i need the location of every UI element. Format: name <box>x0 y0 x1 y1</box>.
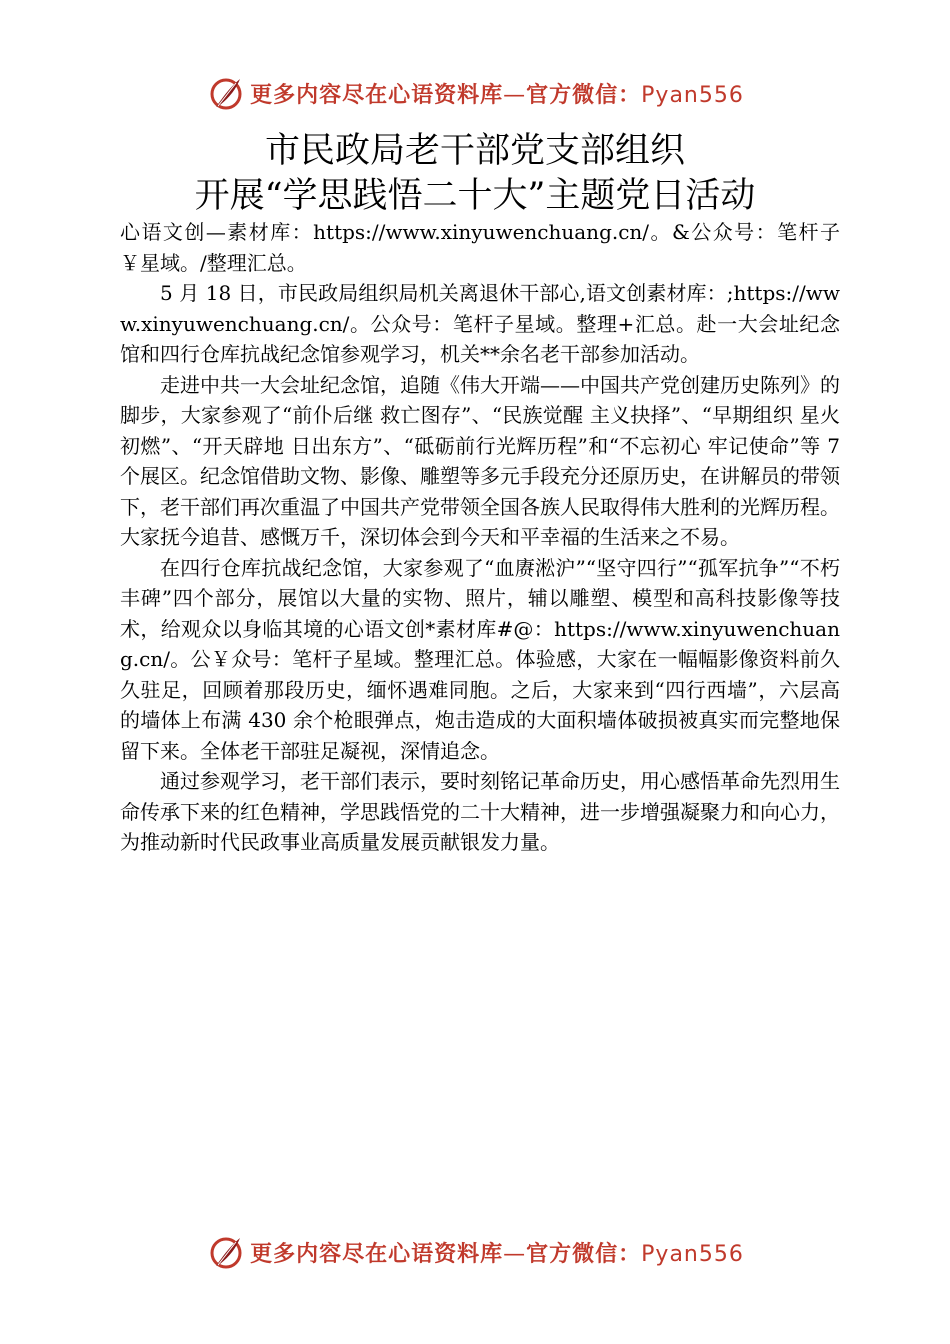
paragraph: 通过参观学习，老干部们表示，要时刻铭记革命历史，用心感悟革命先烈用生命传承下来的红色精神，学思践悟党的二十大精神，进一步增强凝聚力和向心力，为推动新时代民政事业高质量发展贡献银发力量。 <box>120 769 840 854</box>
paragraph: 5 月 18 日，市民政局组织局机关离退休干部心,语文创素材库：;https://www.xinyuwenchuang.cn/。公众号：笔杆子星域。整理+汇总。赴一大会址纪念馆和四行仓库抗战纪念馆参观学习，机关**余名老干部参加活动。 <box>120 281 840 366</box>
document-title-line2: 开展“学思践悟二十大”主题党日活动 <box>194 176 756 216</box>
paragraph: 走进中共一大会址纪念馆，追随《伟大开端——中国共产党创建历史陈列》的脚步，大家参观了“前仆后继 救亡图存”、“民族觉醒 主义抉择”、“早期组织 星火初燃”、“开天辟地 日出东方”、“砥砺前行光辉历程”和“不忘初心 牢记使命”等 7 个展区。纪念馆借助文物、影像、雕塑等多元手段充分还原历史，在讲解员的带领下，老干部们再次重温了中国共产党带领全国各族人民取得伟大胜利的光辉历程。大家抚今追昔、感慨万千，深切体会到今天和平幸福的生活来之不易。 <box>120 372 840 549</box>
banner-text: 更多内容尽在心语资料库—官方微信：Pyan556 <box>250 82 744 108</box>
feather-logo-icon <box>206 73 246 113</box>
document-title-line1: 市民政局老干部党支部组织 <box>264 131 685 171</box>
paragraph-source: 心语文创—素材库：https://www.xinyuwenchuang.cn/。&公众号：笔杆子￥星域。/整理汇总。 <box>120 220 840 275</box>
header-banner <box>0 68 950 118</box>
footer-banner <box>0 1227 950 1277</box>
paragraph: 在四行仓库抗战纪念馆，大家参观了“血赓淞沪”“坚守四行”“孤军抗争”“不朽丰碑”四个部分，展馆以大量的实物、照片，辅以雕塑、模型和高科技影像等技术，给观众以身临其境的心语文创*素材库#@：https://www.xinyuwenchuang.cn/。公￥众号：笔杆子星域。整理汇总。体验感，大家在一幅幅影像资料前久久驻足，回顾着那段历史，缅怀遇难同胞。之后，大家来到“四行西墙”，六层高的墙体上布满 430 余个枪眼弹点，炮击造成的大面积墙体破损被真实而完整地保留下来。全体老干部驻足凝视，深情追念。 <box>120 555 840 763</box>
document-body <box>120 217 840 858</box>
feather-logo-icon <box>206 1232 246 1272</box>
banner-text: 更多内容尽在心语资料库—官方微信：Pyan556 <box>250 1241 744 1267</box>
